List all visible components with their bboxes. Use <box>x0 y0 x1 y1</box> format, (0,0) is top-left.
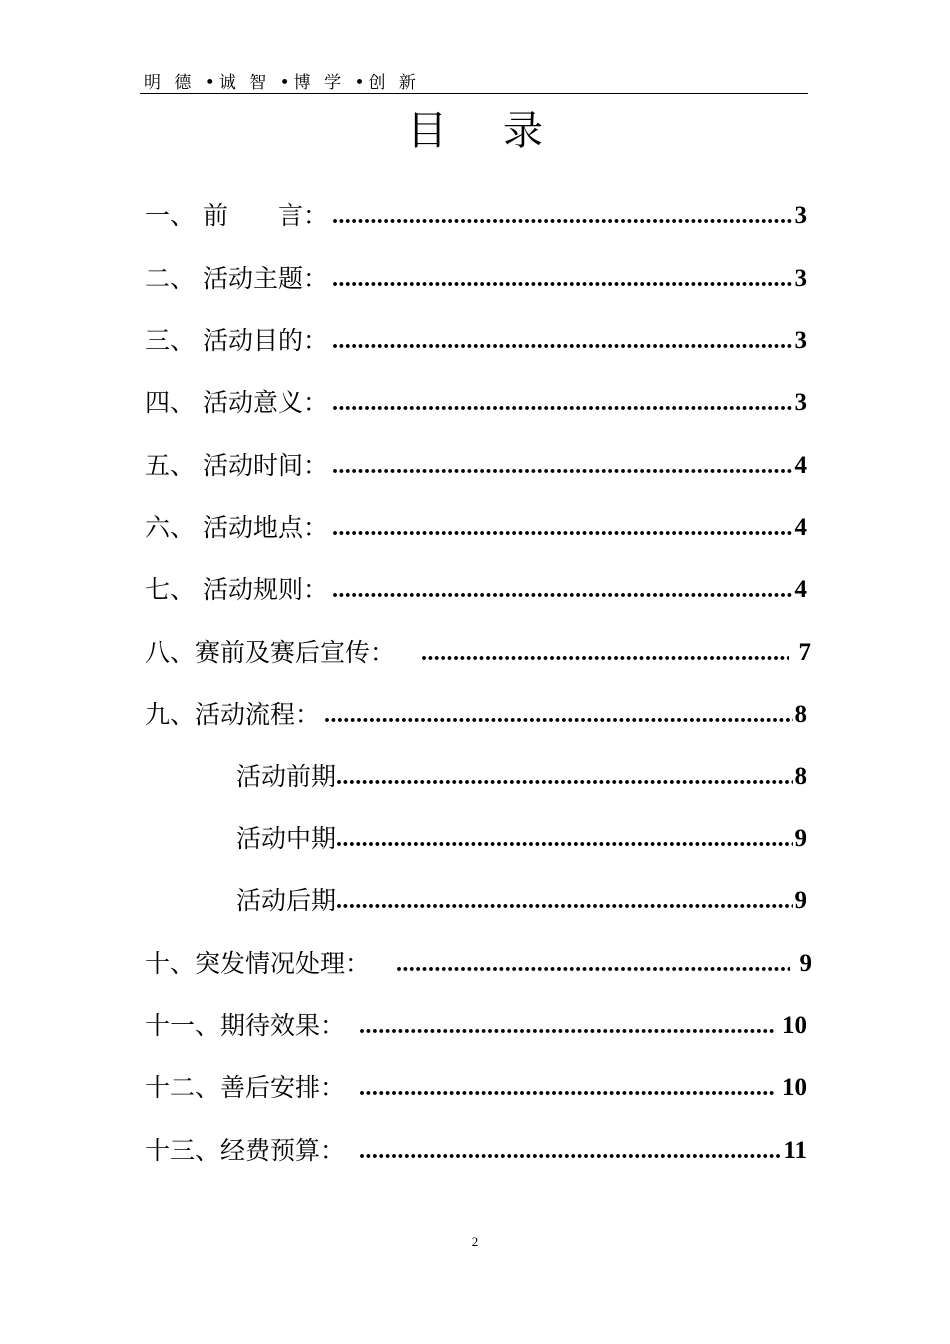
toc-entry[interactable] <box>145 383 807 423</box>
toc-entry-label: 十二、善后安排： <box>145 1073 346 1102</box>
toc-entry-label: 九、活动流程： <box>145 700 321 729</box>
toc-entry[interactable] <box>145 570 807 610</box>
toc-entry-page: 9 <box>794 825 807 852</box>
toc-leader-dots <box>336 819 792 859</box>
toc-entry[interactable] <box>145 1068 807 1108</box>
toc-leader-dots <box>332 570 793 610</box>
toc-entry-page: 4 <box>794 576 807 603</box>
toc-entry-label: 十一、期待效果： <box>145 1011 346 1040</box>
toc-entry-page: 3 <box>794 389 807 416</box>
toc-leader-dots <box>336 881 792 921</box>
toc-entry[interactable] <box>145 196 807 236</box>
toc-entry-page: 3 <box>794 265 807 292</box>
toc-entry-label: 八、赛前及赛后宣传： <box>145 638 403 667</box>
toc-entry-label: 四、 活动意义： <box>145 388 328 417</box>
toc-entry-label: 十三、经费预算： <box>145 1136 346 1165</box>
toc-entry[interactable] <box>145 446 807 486</box>
toc-subentry[interactable] <box>236 819 807 859</box>
toc-entry-page: 7 <box>798 639 811 666</box>
toc-entry-page: 4 <box>794 452 807 479</box>
toc-leader-dots <box>336 757 792 797</box>
toc-entry[interactable] <box>145 944 812 984</box>
toc-leader-dots <box>332 321 793 361</box>
toc-entry-label: 一、 前 言： <box>145 201 328 230</box>
toc-entry-label: 活动后期 <box>236 886 337 915</box>
toc-entry[interactable] <box>145 508 807 548</box>
toc-entry-label: 十、突发情况处理： <box>145 949 378 978</box>
toc-subentry[interactable] <box>236 757 807 797</box>
toc-entry-label: 六、 活动地点： <box>145 513 328 542</box>
toc-leader-dots <box>324 695 792 735</box>
toc-entry[interactable] <box>145 259 807 299</box>
page-number: 2 <box>471 1234 479 1249</box>
toc-entry-label: 活动中期 <box>236 824 337 853</box>
toc-leader-dots <box>332 508 793 548</box>
toc-entry-page: 3 <box>794 327 807 354</box>
toc-entry-label: 七、 活动规则： <box>145 575 328 604</box>
toc-title: 目录 <box>407 108 599 154</box>
toc-entry[interactable] <box>145 633 811 673</box>
toc-leader-dots <box>332 259 793 299</box>
toc-entry-page: 4 <box>794 514 807 541</box>
toc-entry-label: 三、 活动目的： <box>145 326 328 355</box>
toc-leader-dots <box>332 383 793 423</box>
toc-entry-page: 8 <box>794 763 807 790</box>
toc-entry-label: 五、 活动时间： <box>145 451 328 480</box>
toc-leader-dots <box>332 446 793 486</box>
header-motto: 明 德 •诚 智 •博 学 •创 新 <box>144 73 420 93</box>
toc-entry-page: 10 <box>782 1012 807 1039</box>
toc-entry-page: 9 <box>799 950 812 977</box>
toc-entry[interactable] <box>145 695 807 735</box>
toc-leader-dots <box>332 196 793 236</box>
toc-leader-dots <box>359 1068 774 1108</box>
toc-leader-dots <box>359 1006 774 1046</box>
toc-entry-page: 11 <box>783 1137 807 1164</box>
toc-entry-label: 活动前期 <box>236 762 337 791</box>
toc-leader-dots <box>359 1131 781 1171</box>
toc-leader-dots <box>421 633 789 673</box>
toc-entry-page: 3 <box>794 202 807 229</box>
toc-entry[interactable] <box>145 1006 807 1046</box>
toc-entry-page: 10 <box>782 1074 807 1101</box>
toc-entry[interactable] <box>145 1131 807 1171</box>
toc-entry-page: 9 <box>794 887 807 914</box>
toc-leader-dots <box>396 944 790 984</box>
toc-entry[interactable] <box>145 321 807 361</box>
toc-entry-page: 8 <box>794 701 807 728</box>
toc-entry-label: 二、 活动主题： <box>145 264 328 293</box>
toc-subentry[interactable] <box>236 881 807 921</box>
